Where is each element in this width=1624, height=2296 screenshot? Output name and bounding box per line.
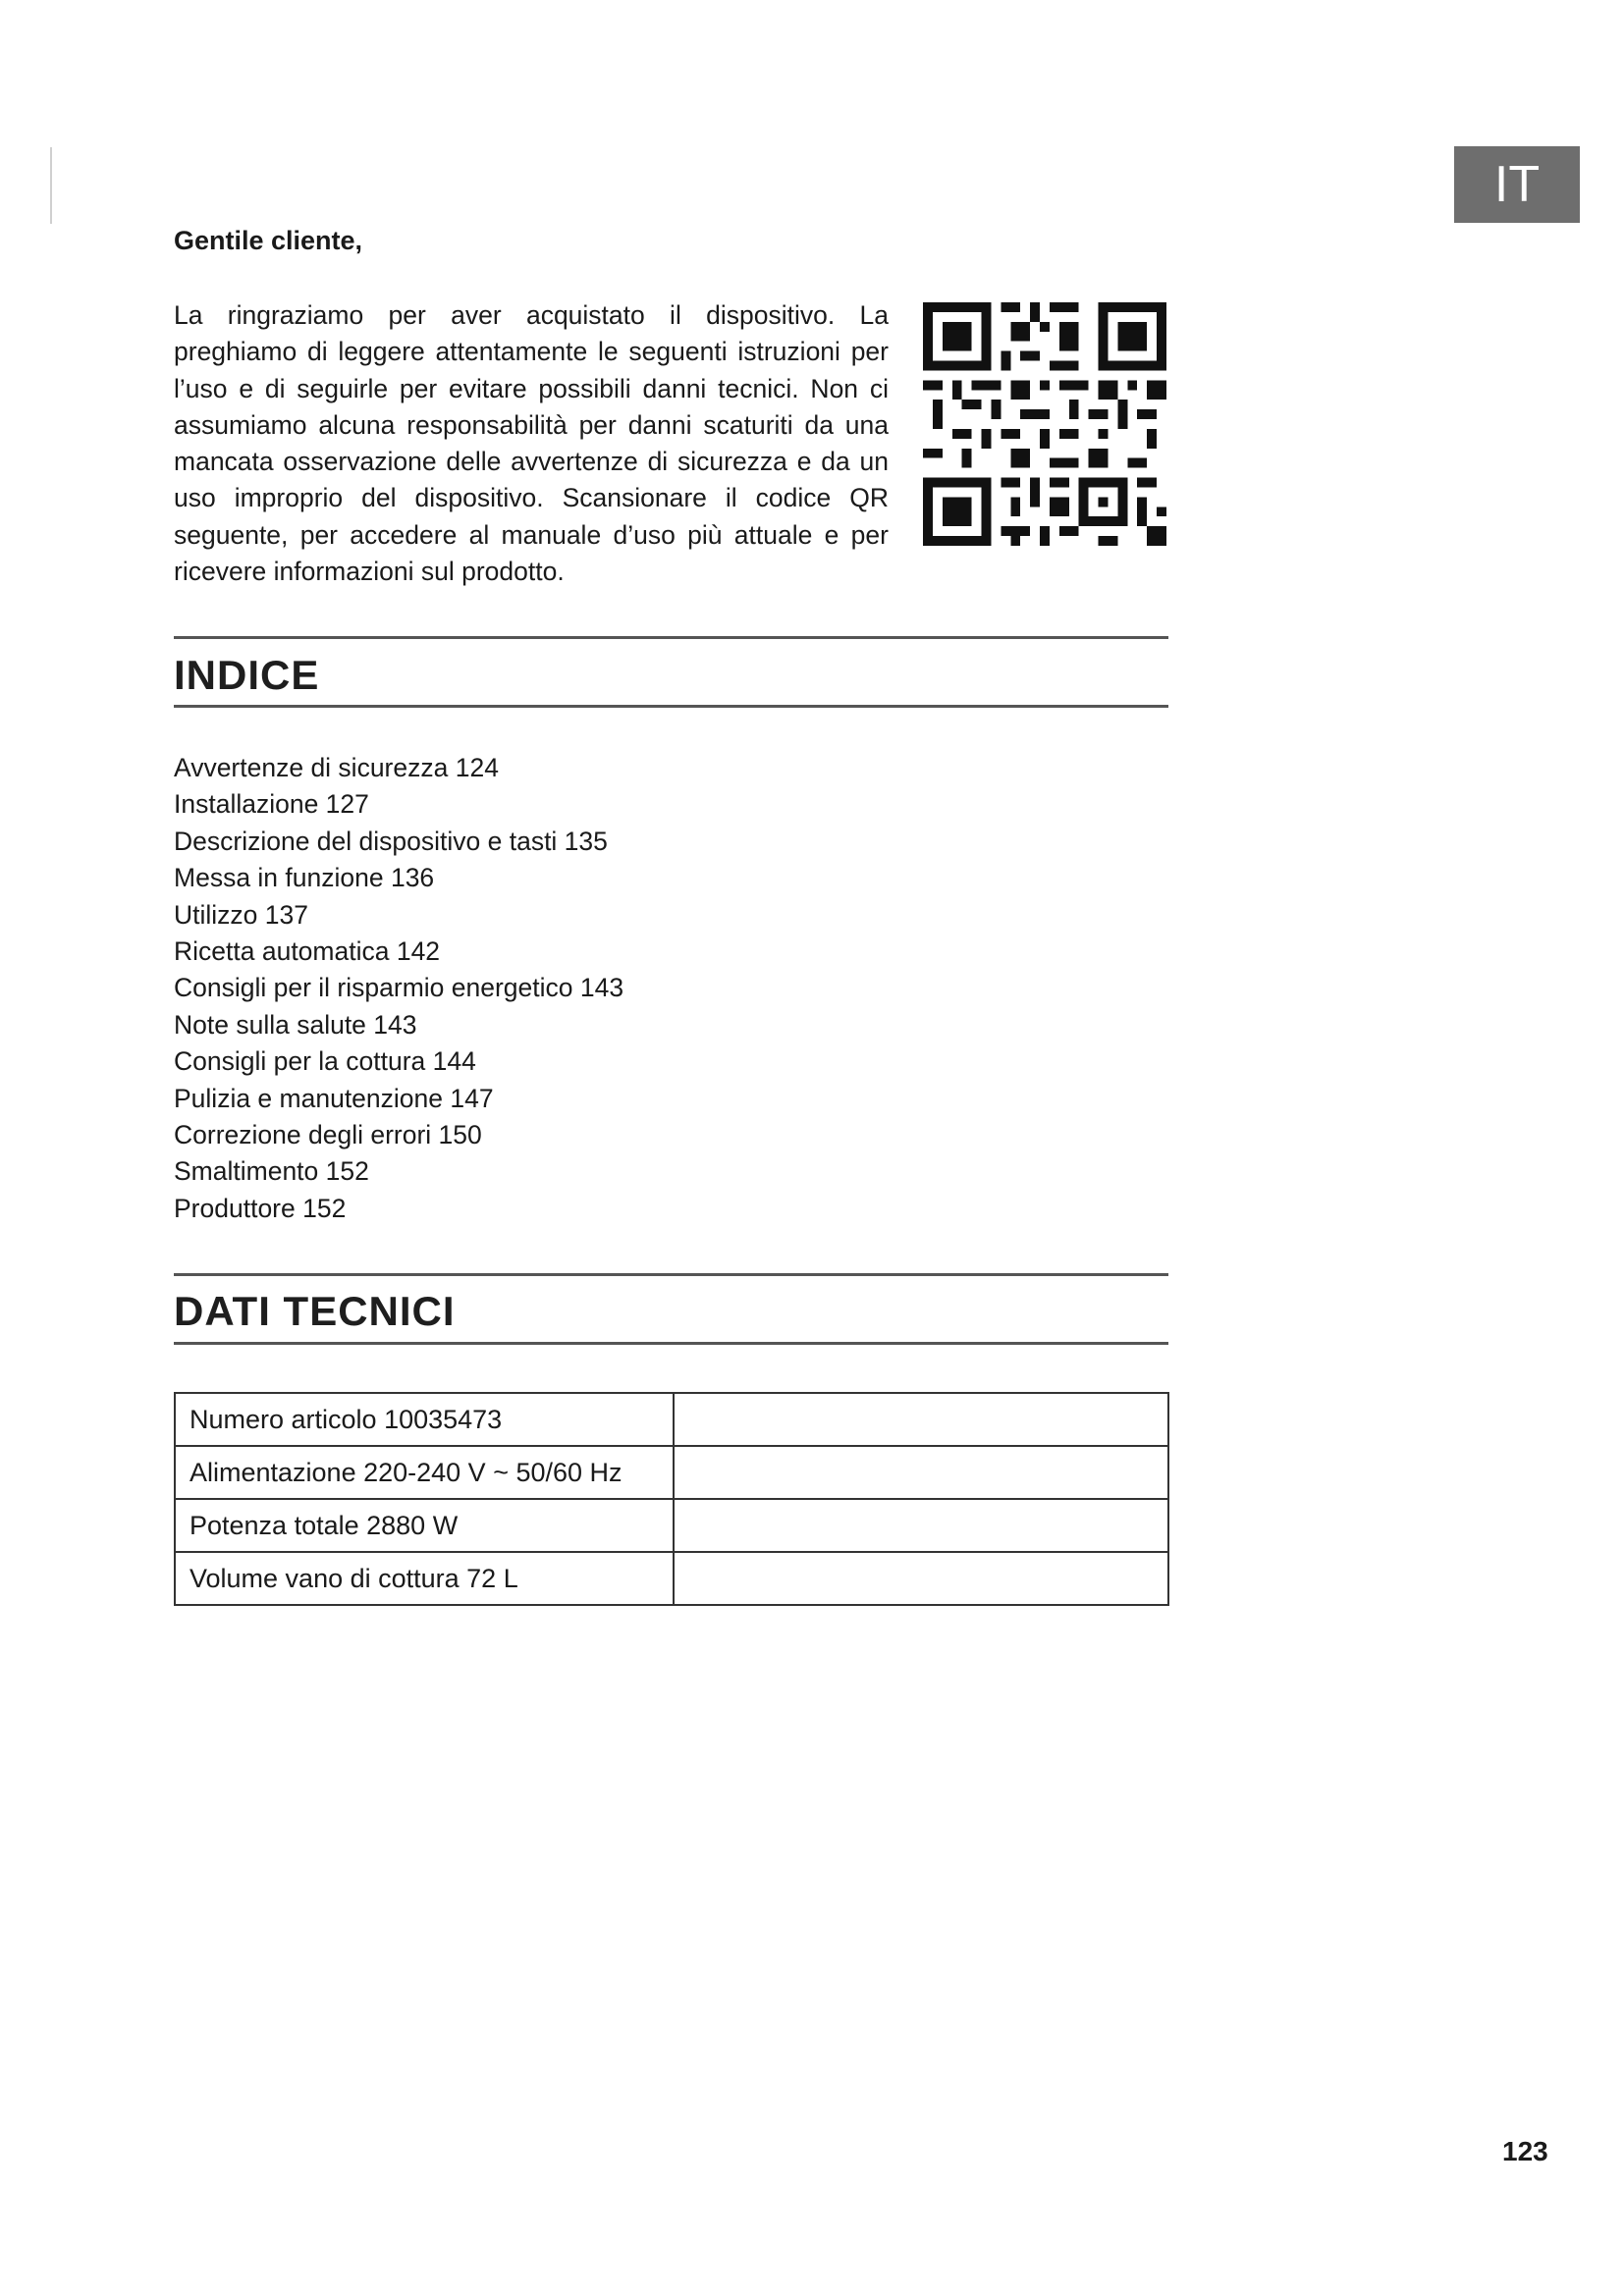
- spec-value: [674, 1393, 1168, 1446]
- specs-table: [174, 1392, 1169, 1606]
- intro-paragraph: La ringraziamo per aver acquistato il dispositivo. La preghiamo di leggere attentamente le seguenti istruzioni per l’uso e di seguirle per evitare possibili danni tecnici. Non ci assumiamo alcuna responsabilità per danni scaturiti da una mancata osservazione delle avvertenze di sicurezza e da un uso improprio del dispositivo. Scansionare il codice QR seguente, per accedere al manuale d’uso più attuale e per ricevere informazioni sul prodotto.: [174, 300, 889, 587]
- spec-label: Potenza totale 2880 W: [175, 1499, 674, 1552]
- specs-title: DATI TECNICI: [174, 1288, 456, 1334]
- spec-label: Numero articolo 10035473: [175, 1393, 674, 1446]
- index-rule-bottom: [174, 705, 1168, 708]
- qr-code-icon[interactable]: [923, 302, 1166, 546]
- toc-item[interactable]: Correzione degli errori 150: [174, 1120, 482, 1150]
- table-row: [175, 1552, 1168, 1605]
- toc-item[interactable]: Installazione 127: [174, 789, 369, 820]
- toc-item[interactable]: Consigli per il risparmio energetico 143: [174, 973, 624, 1003]
- spec-label: Volume vano di cottura 72 L: [175, 1552, 674, 1605]
- toc-item[interactable]: Descrizione del dispositivo e tasti 135: [174, 826, 608, 856]
- index-title: INDICE: [174, 652, 320, 698]
- toc-item[interactable]: Messa in funzione 136: [174, 863, 435, 893]
- toc-item[interactable]: Smaltimento 152: [174, 1156, 369, 1187]
- toc-item[interactable]: Pulizia e manutenzione 147: [174, 1083, 494, 1113]
- toc-item[interactable]: Avvertenze di sicurezza 124: [174, 753, 499, 782]
- table-row: [175, 1393, 1168, 1446]
- index-rule-top: [174, 636, 1168, 639]
- page-number: 123: [1502, 2136, 1548, 2166]
- table-of-contents: [174, 750, 623, 1227]
- margin-line: [50, 147, 52, 224]
- language-tab: IT: [1454, 146, 1580, 223]
- spec-value: [674, 1499, 1168, 1552]
- spec-label: Alimentazione 220-240 V ~ 50/60 Hz: [175, 1446, 674, 1499]
- toc-item[interactable]: Ricetta automatica 142: [174, 936, 441, 967]
- greeting: Gentile cliente,: [174, 226, 363, 255]
- toc-item[interactable]: Utilizzo 137: [174, 899, 308, 930]
- specs-rule-bottom: [174, 1342, 1168, 1345]
- toc-item[interactable]: Note sulla salute 143: [174, 1009, 417, 1040]
- toc-item[interactable]: Consigli per la cottura 144: [174, 1046, 476, 1077]
- spec-value: [674, 1552, 1168, 1605]
- specs-rule-top: [174, 1273, 1168, 1276]
- spec-value: [674, 1446, 1168, 1499]
- table-row: [175, 1499, 1168, 1552]
- toc-item[interactable]: Produttore 152: [174, 1193, 347, 1223]
- table-row: [175, 1446, 1168, 1499]
